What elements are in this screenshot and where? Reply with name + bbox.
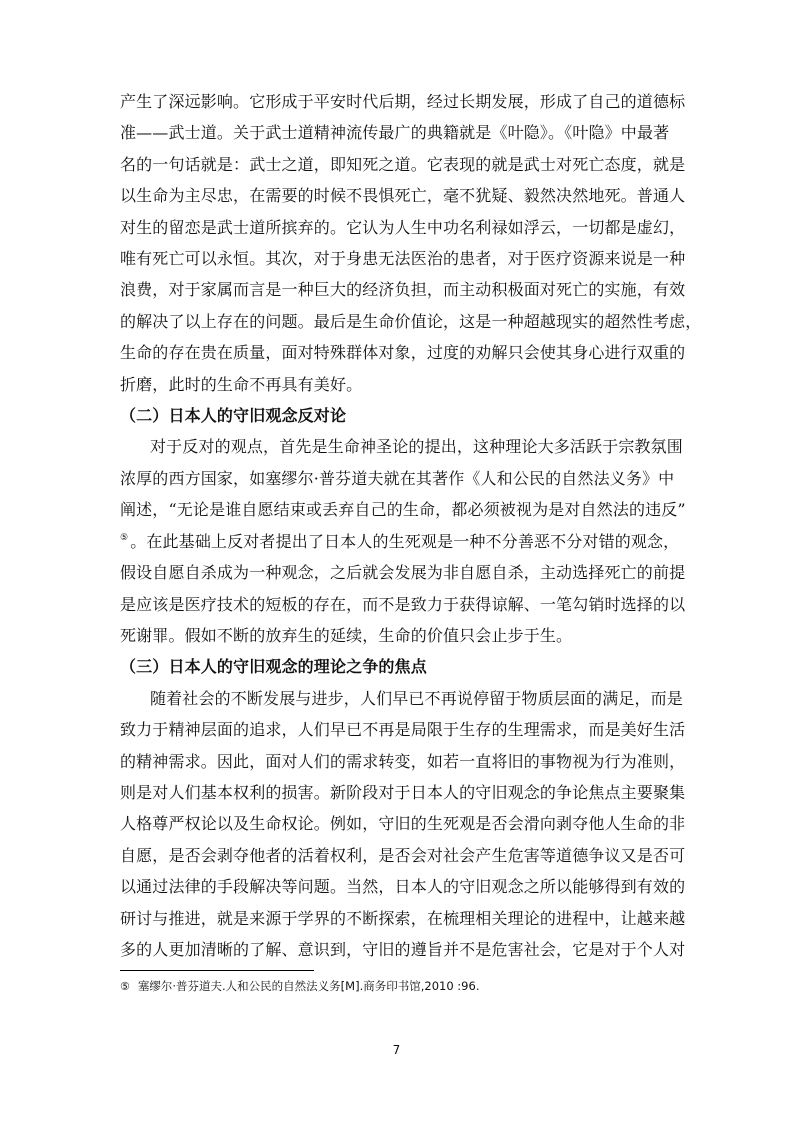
p2-line-1: 对于反对的观点，首先是生命神圣论的提出，这种理论大多活跃于宗教氛围 <box>150 437 683 457</box>
page-number: 7 <box>392 1043 401 1057</box>
p1-line-9: 生命的存在贵在质量，面对特殊群体对象，过度的劝解只会使其身心进行双重的 <box>120 343 686 363</box>
p2-line-4-text: 。在此基础上反对者提出了日本人的生死观是一种不分善恶不分对错的观念， <box>130 531 680 551</box>
section-heading-2: （二）日本人的守旧观念反对论 <box>120 406 347 426</box>
p2-line-3: 阐述，“无论是谁自愿结束或丢弃自己的生命，都必须被视为是对自然法的违反” <box>120 500 686 520</box>
p2-line-5: 假设自愿自杀成为一种观念，之后就会发展为非自愿自杀，主动选择死亡的前提 <box>120 563 686 583</box>
p1-line-2: 准——武士道。关于武士道精神流传最广的典籍就是《叶隐》。《叶隐》中最著 <box>120 123 670 143</box>
p1-line-3: 名的一句话就是：武士之道，即知死之道。它表现的就是武士对死亡态度，就是 <box>120 154 686 174</box>
p1-line-4: 以生命为主尽忠，在需要的时候不畏惧死亡，毫不犹疑、毅然决然地死。普通人 <box>120 186 686 206</box>
p1-line-1: 产生了深远影响。它形成于平安时代后期，经过长期发展，形成了自己的道德标 <box>120 92 686 111</box>
p2-line-4 <box>120 532 680 552</box>
footnote-mark: ⑤ <box>120 980 130 993</box>
p1-line-5: 对生的留恋是武士道所摈弃的。它认为人生中功名利禄如浮云，一切都是虚幻， <box>120 217 686 237</box>
p3-line-6: 自愿，是否会剥夺他者的活着权利，是否会对社会产生危害等道德争议又是否可 <box>120 845 686 865</box>
p1-line-8: 的解决了以上存在的问题。最后是生命价值论，这是一种超越现实的超然性考虑， <box>120 311 702 331</box>
p3-line-2: 致力于精神层面的追求，人们早已不再是局限于生存的生理需求，而是美好生活 <box>120 720 686 740</box>
p3-line-9: 多的人更加清晰的了解、意识到，守旧的遵旨并不是危害社会，它是对于个人对 <box>120 940 686 959</box>
p3-line-4: 则是对人们基本权利的损害。新阶段对于日本人的守旧观念的争论焦点主要聚集 <box>120 782 686 802</box>
p3-line-3: 的精神需求。因此，面对人们的需求转变，如若一直将旧的事物视为行为准则， <box>120 751 686 771</box>
p1-line-6: 唯有死亡可以永恒。其次，对于身患无法医治的患者，对于医疗资源来说是一种 <box>120 249 686 269</box>
footnote <box>120 978 479 995</box>
p3-line-8: 研讨与推进，就是来源于学界的不断探索，在梳理相关理论的进程中，让越来越 <box>120 908 686 928</box>
p3-line-5: 人格尊严权论以及生命权论。例如，守旧的生死观是否会滑向剥夺他人生命的非 <box>120 814 686 834</box>
p1-line-7: 浪费，对于家属而言是一种巨大的经济负担，而主动积极面对死亡的实施，有效 <box>120 280 686 300</box>
footnote-text: 塞缪尔·普芬道夫.人和公民的自然法义务[M].商务印书馆,2010 :96. <box>137 979 480 993</box>
footnote-reference[interactable]: ⑤ <box>120 533 129 544</box>
p3-line-7: 以通过法律的手段解决等问题。当然，日本人的守旧观念之所以能够得到有效的 <box>120 877 686 897</box>
section-heading-3: （三）日本人的守旧观念的理论之争的焦点 <box>120 657 427 677</box>
p2-line-6: 是应该是医疗技术的短板的存在，而不是致力于获得谅解、一笔勾销时选择的以 <box>120 594 686 614</box>
p2-line-2: 浓厚的西方国家，如塞缪尔·普芬道夫就在其著作《人和公民的自然法义务》中 <box>120 468 675 488</box>
p3-line-1: 随着社会的不断发展与进步，人们早已不再说停留于物质层面的满足，而是 <box>150 688 683 708</box>
p1-line-10: 折磨，此时的生命不再具有美好。 <box>120 374 363 394</box>
p2-line-7: 死谢罪。假如不断的放弃生的延续，生命的价值只会止步于生。 <box>120 625 573 645</box>
footnote-divider <box>120 970 314 971</box>
